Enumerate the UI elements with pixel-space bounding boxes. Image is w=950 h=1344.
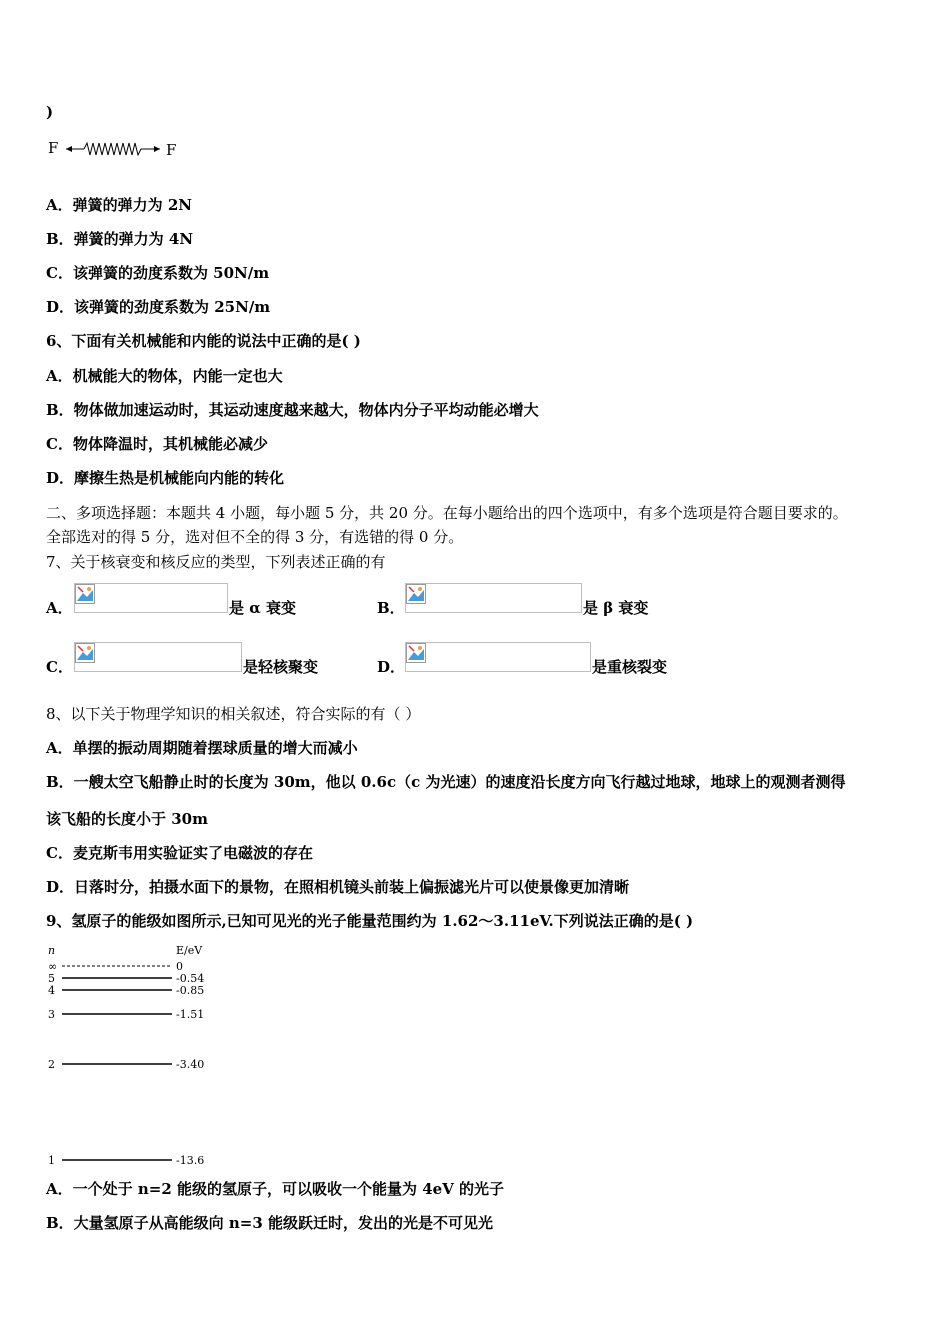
- question-fragment-paren: ): [46, 103, 54, 121]
- q7-option-b-text: 是 β 衰变: [583, 599, 649, 617]
- level-n-label: 2: [48, 1058, 55, 1071]
- q7-option-a-image: [74, 583, 228, 613]
- q8-option-b-continued: 该飞船的长度小于 30m: [46, 810, 208, 828]
- level-energy-label: -0.85: [176, 984, 205, 997]
- q5-option-c: C．该弹簧的劲度系数为 50N/m: [46, 264, 270, 282]
- level-n-label: 1: [48, 1154, 55, 1167]
- force-label-right: F: [166, 141, 177, 159]
- level-energy-label: -13.6: [176, 1154, 205, 1167]
- q8-option-b: B．一艘太空飞船静止时的长度为 30m，他以 0.6c（c 为光速）的速度沿长度方向飞行越过地球，地球上的观测者测得: [46, 773, 846, 791]
- level-energy-label: 0: [176, 960, 183, 973]
- q6-option-a: A．机械能大的物体，内能一定也大: [46, 367, 283, 385]
- q5-option-d: D．该弹簧的劲度系数为 25N/m: [46, 298, 271, 316]
- q8-option-a: A．单摆的振动周期随着摆球质量的增大而减小: [46, 739, 358, 757]
- q6-option-b: B．物体做加速运动时，其运动速度越来越大，物体内分子平均动能必增大: [46, 401, 539, 419]
- q7-option-a-text: 是 α 衰变: [229, 599, 296, 617]
- q5-option-b: B．弹簧的弹力为 4N: [46, 230, 194, 248]
- level-energy-label: -3.40: [176, 1058, 205, 1071]
- force-label-left: F: [48, 139, 59, 157]
- section2-instructions-line2: 全部选对的得 5 分，选对但不全的得 3 分，有选错的得 0 分。: [46, 528, 464, 546]
- broken-image-icon: [75, 643, 95, 663]
- section2-instructions-line1: 二、多项选择题：本题共 4 小题，每小题 5 分，共 20 分。在每小题给出的四个选项中，有多个选项是符合题目要求的。: [46, 504, 848, 522]
- q7-option-c-letter: C．: [46, 658, 73, 676]
- level-energy-label: -0.54: [176, 972, 205, 985]
- q7-option-c-image: [74, 642, 242, 672]
- hydrogen-energy-level-diagram: [44, 942, 214, 1172]
- q7-option-b-letter: B．: [377, 599, 405, 617]
- q7-stem: 7、关于核衰变和核反应的类型，下列表述正确的有: [46, 553, 386, 571]
- q7-option-b-image: [405, 583, 582, 613]
- level-n-label: 3: [48, 1008, 55, 1021]
- level-energy-label: -1.51: [176, 1008, 205, 1021]
- broken-image-icon: [406, 584, 426, 604]
- q9-option-b: B．大量氢原子从高能级向 n=3 能级跃迁时，发出的光是不可见光: [46, 1214, 494, 1232]
- q7-option-a-letter: A．: [46, 599, 73, 617]
- level-n-label: ∞: [48, 960, 58, 973]
- q8-option-c: C．麦克斯韦用实验证实了电磁波的存在: [46, 844, 313, 862]
- q6-stem: 6、下面有关机械能和内能的说法中正确的是( ): [46, 332, 361, 350]
- q7-option-d-image: [405, 642, 591, 672]
- q5-option-a: A．弹簧的弹力为 2N: [46, 196, 193, 214]
- n-axis-header: n: [48, 944, 56, 957]
- q8-option-d: D．日落时分，拍摄水面下的景物，在照相机镜头前装上偏振滤光片可以使景像更加清晰: [46, 878, 630, 896]
- q6-option-d: D．摩擦生热是机械能向内能的转化: [46, 469, 285, 487]
- spring-figure: [48, 138, 188, 162]
- broken-image-icon: [406, 643, 426, 663]
- level-n-label: 4: [48, 984, 55, 997]
- q9-option-a: A．一个处于 n=2 能级的氢原子，可以吸收一个能量为 4eV 的光子: [46, 1180, 505, 1198]
- q7-option-c-text: 是轻核聚变: [243, 658, 319, 676]
- q9-stem: 9、氢原子的能级如图所示,已知可见光的光子能量范围约为 1.62～3.11eV.下列说法正确的是( ): [46, 912, 694, 930]
- q8-stem: 8、以下关于物理学知识的相关叙述，符合实际的有（ ）: [46, 705, 421, 723]
- energy-axis-header: E/eV: [176, 944, 203, 957]
- q6-option-c: C．物体降温时，其机械能必减少: [46, 435, 268, 453]
- level-n-label: 5: [48, 972, 55, 985]
- broken-image-icon: [75, 584, 95, 604]
- q7-option-d-text: 是重核裂变: [592, 658, 668, 676]
- q7-option-d-letter: D．: [377, 658, 406, 676]
